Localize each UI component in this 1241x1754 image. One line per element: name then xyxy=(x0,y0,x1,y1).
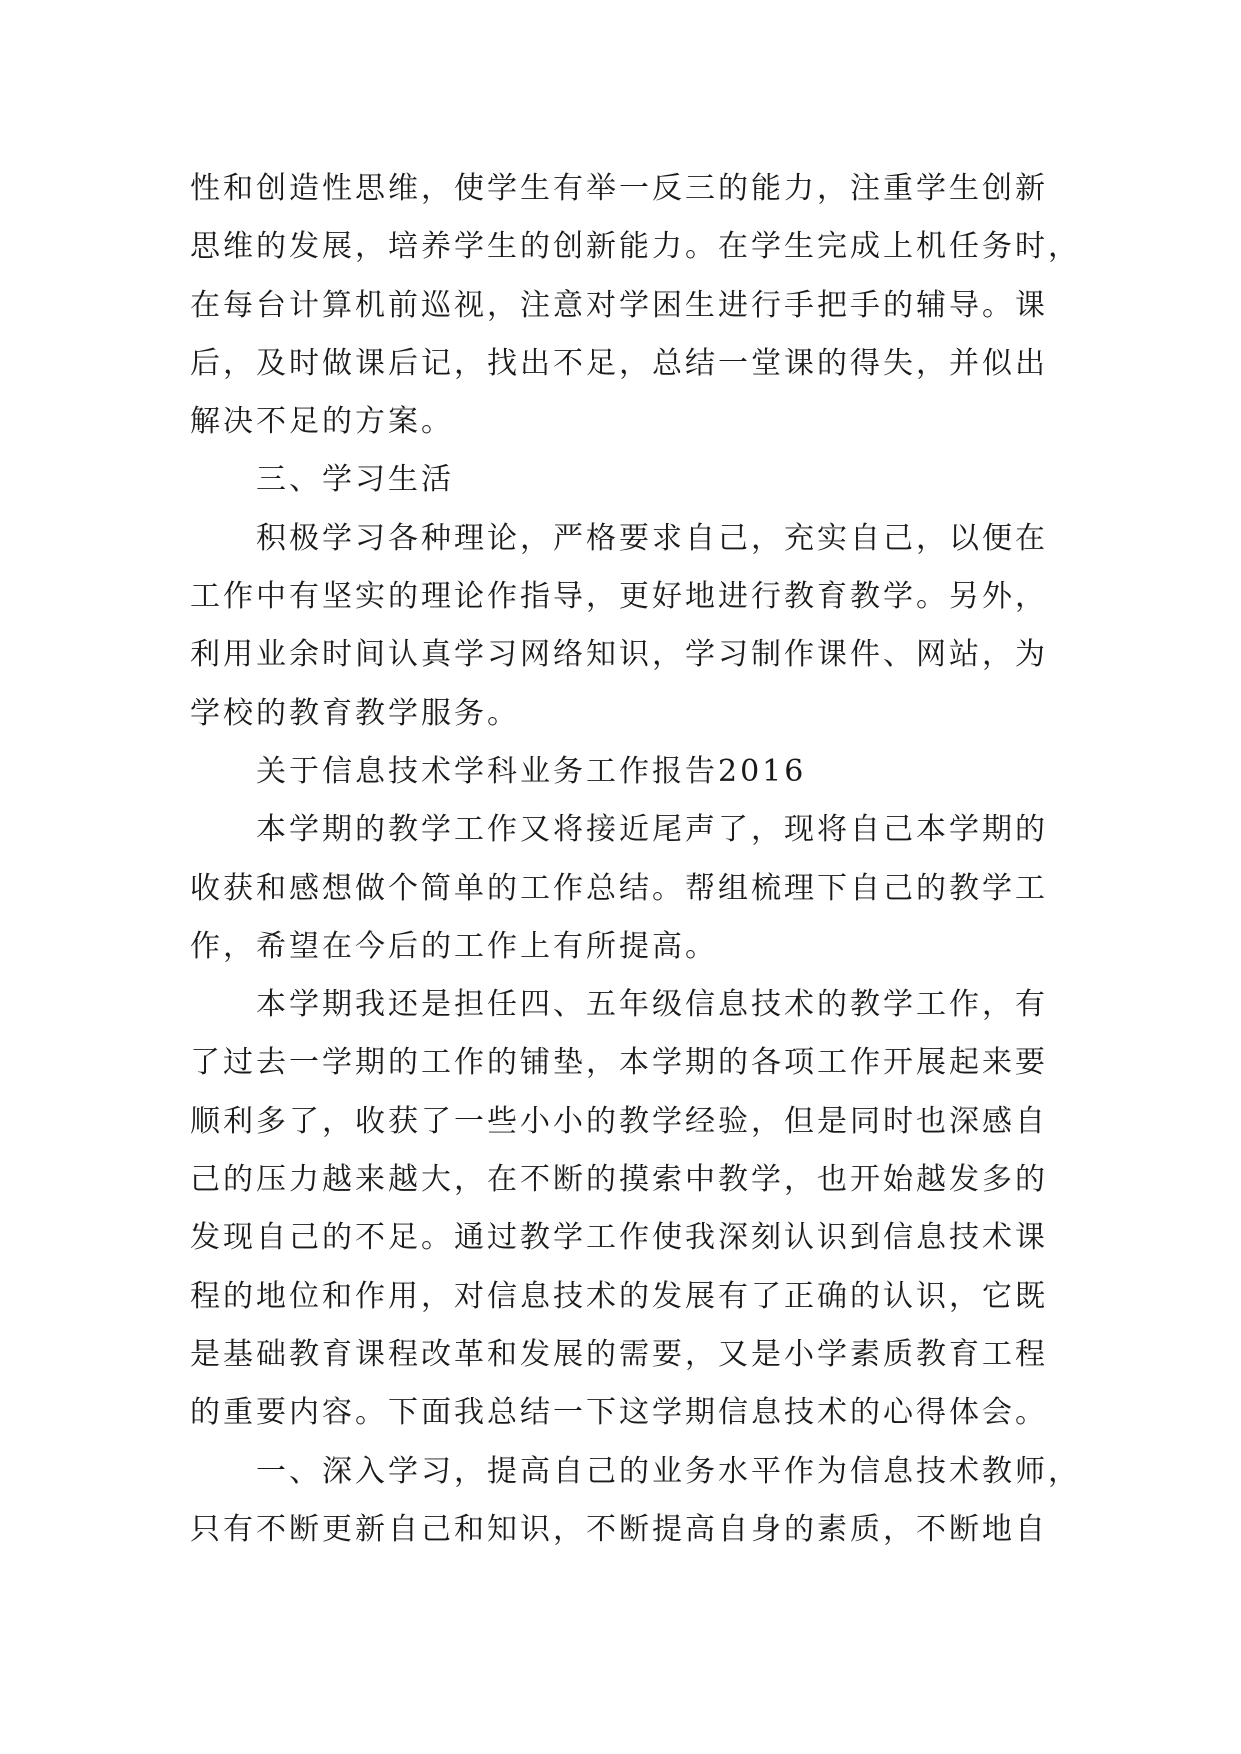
text-line: 了过去一学期的工作的铺垫，本学期的各项工作开展起来要 xyxy=(190,1045,1048,1081)
text-line: 本学期我还是担任四、五年级信息技术的教学工作，有 xyxy=(256,987,1048,1023)
text-line: 关于信息技术学科业务工作报告2016 xyxy=(256,753,807,789)
text-line: 后，及时做课后记，找出不足，总结一堂课的得失，并似出 xyxy=(190,345,1048,381)
text-line: 本学期的教学工作又将接近尾声了，现将自己本学期的 xyxy=(256,812,1048,848)
text-line: 收获和感想做个简单的工作总结。帮组梳理下自己的教学工 xyxy=(190,870,1048,906)
text-line: 三、学习生活 xyxy=(256,462,454,498)
text-line: 只有不断更新自己和知识，不断提高自身的素质，不断地自 xyxy=(190,1511,1048,1547)
text-line: 性和创造性思维，使学生有举一反三的能力，注重学生创新 xyxy=(190,171,1048,206)
text-line: 己的压力越来越大，在不断的摸索中教学，也开始越发多的 xyxy=(190,1162,1048,1198)
text-line: 的重要内容。下面我总结一下这学期信息技术的心得体会。 xyxy=(190,1395,1048,1431)
text-line: 利用业余时间认真学习网络知识，学习制作课件、网站，为 xyxy=(190,637,1048,673)
text-line: 是基础教育课程改革和发展的需要，又是小学素质教育工程 xyxy=(190,1336,1048,1372)
text-line: 程的地位和作用，对信息技术的发展有了正确的认识，它既 xyxy=(190,1278,1048,1314)
text-line: 积极学习各种理论，严格要求自己，充实自己，以便在 xyxy=(256,520,1048,556)
document-body xyxy=(190,160,1081,1559)
text-line: 一、深入学习，提高自己的业务水平作为信息技术教师， xyxy=(256,1453,1081,1489)
text-line: 思维的发展，培养学生的创新能力。在学生完成上机任务时， xyxy=(190,229,1081,265)
text-line: 解决不足的方案。 xyxy=(190,404,454,440)
text-line: 顺利多了，收获了一些小小的教学经验，但是同时也深感自 xyxy=(190,1103,1048,1139)
text-line: 在每台计算机前巡视，注意对学困生进行手把手的辅导。课 xyxy=(190,287,1048,323)
text-line: 工作中有坚实的理论作指导，更好地进行教育教学。另外， xyxy=(190,579,1048,615)
text-line: 学校的教育教学服务。 xyxy=(190,695,520,731)
text-line: 作，希望在今后的工作上有所提高。 xyxy=(190,928,718,964)
text-line: 发现自己的不足。通过教学工作使我深刻认识到信息技术课 xyxy=(190,1220,1048,1256)
